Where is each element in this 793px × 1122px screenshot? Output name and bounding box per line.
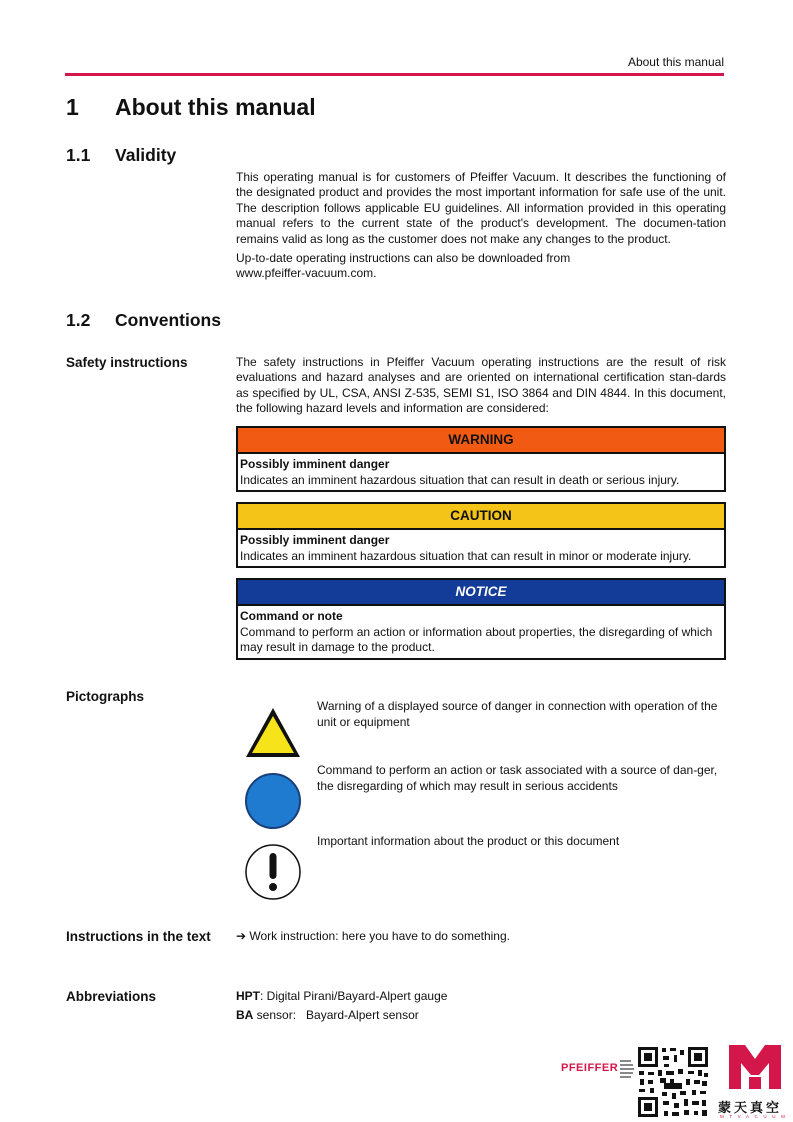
pictographs-label: Pictographs [66, 689, 145, 704]
notice-box [236, 578, 726, 660]
pfeiffer-stripes-icon [620, 1058, 634, 1080]
running-header: About this manual [627, 55, 724, 69]
abbreviation-definition: Bayard-Alpert sensor [306, 1008, 419, 1022]
warning-level: WARNING [238, 428, 724, 454]
mt-vacuum-logo-sub: M T V A C U U M [720, 1114, 788, 1119]
safety-instructions-label: Safety instructions [66, 355, 188, 370]
instructions-text: ➔ Work instruction: here you have to do something. [236, 929, 510, 943]
caution-heading: Possibly imminent danger [240, 533, 390, 547]
notice-heading: Command or note [240, 609, 343, 623]
caution-level: CAUTION [238, 504, 724, 530]
notice-level: NOTICE [238, 580, 724, 606]
abbreviation-row [236, 989, 447, 1003]
abbreviation-separator: : [260, 989, 267, 1003]
abbreviations-label: Abbreviations [66, 989, 157, 1004]
notice-text: Command to perform an action or information about properties, the disregarding of which may result in damage to the product. [240, 624, 713, 654]
pictograph-warning-text: Warning of a displayed source of danger in connection with operation of the unit or equipment [317, 699, 718, 729]
section-number-validity: 1.1 [66, 145, 91, 165]
validity-paragraph-1: This operating manual is for customers of Pfeiffer Vacuum. It describes the functioning of the designated product and provides the most important information for safe use of the unit. The description follows applicable EU guidelines. All information provided in this operating manual refers to the current state of the product's development. The documen-tation remains valid as long as the customer does not make any changes to the product. [236, 170, 726, 246]
warning-box [236, 426, 726, 492]
safety-instructions-text: The safety instructions in Pfeiffer Vacuum operating instructions are the result of risk evaluations and hazard analyses and are oriented on international certification stan-dards as specified by UL, CSA, ANSI Z-535, SEMI S1, ISO 3864 and DIN 4844. In this document, the following hazard levels and information are considered: [236, 355, 726, 416]
warning-text: Indicates an imminent hazardous situation that can result in death or serious injury. [240, 472, 680, 487]
abbreviation-row [236, 1008, 419, 1022]
abbreviation-term: BA [236, 1008, 254, 1022]
instructions-label: Instructions in the text [66, 929, 211, 944]
abbreviation-term: HPT [236, 989, 260, 1003]
mt-vacuum-logo-chinese: 蒙天真空 [718, 1100, 783, 1115]
safety-instructions-body [236, 355, 726, 417]
pfeiffer-logo: PFEIFFER [561, 1062, 619, 1074]
abbreviation-separator: sensor: [253, 1008, 307, 1022]
pictograph-command-text: Command to perform an action or task associated with a source of dan-ger, the disregarding of which may result in serious accidents [317, 763, 718, 793]
mt-vacuum-logo-icon [729, 1045, 781, 1091]
warning-triangle-icon [244, 705, 302, 759]
chapter-title: About this manual [115, 94, 316, 120]
warning-heading: Possibly imminent danger [240, 457, 390, 471]
abbreviation-definition: Digital Pirani/Bayard-Alpert gauge [266, 989, 448, 1003]
header-rule [65, 73, 724, 76]
section-title-conventions: Conventions [115, 310, 221, 330]
section-number-conventions: 1.2 [66, 310, 91, 330]
validity-paragraph-2: Up-to-date operating instructions can also be downloaded from www.pfeiffer-vacuum.com. [236, 251, 571, 281]
validity-body [236, 170, 726, 282]
section-title-validity: Validity [115, 145, 177, 165]
chapter-number: 1 [66, 94, 79, 120]
blue-command-circle-icon [244, 772, 302, 830]
exclamation-circle-icon [244, 843, 302, 901]
caution-text: Indicates an imminent hazardous situation that can result in minor or moderate injury. [240, 548, 692, 563]
caution-box [236, 502, 726, 568]
pictograph-info-text: Important information about the product or this document [317, 834, 620, 848]
qr-code-icon [636, 1045, 710, 1119]
